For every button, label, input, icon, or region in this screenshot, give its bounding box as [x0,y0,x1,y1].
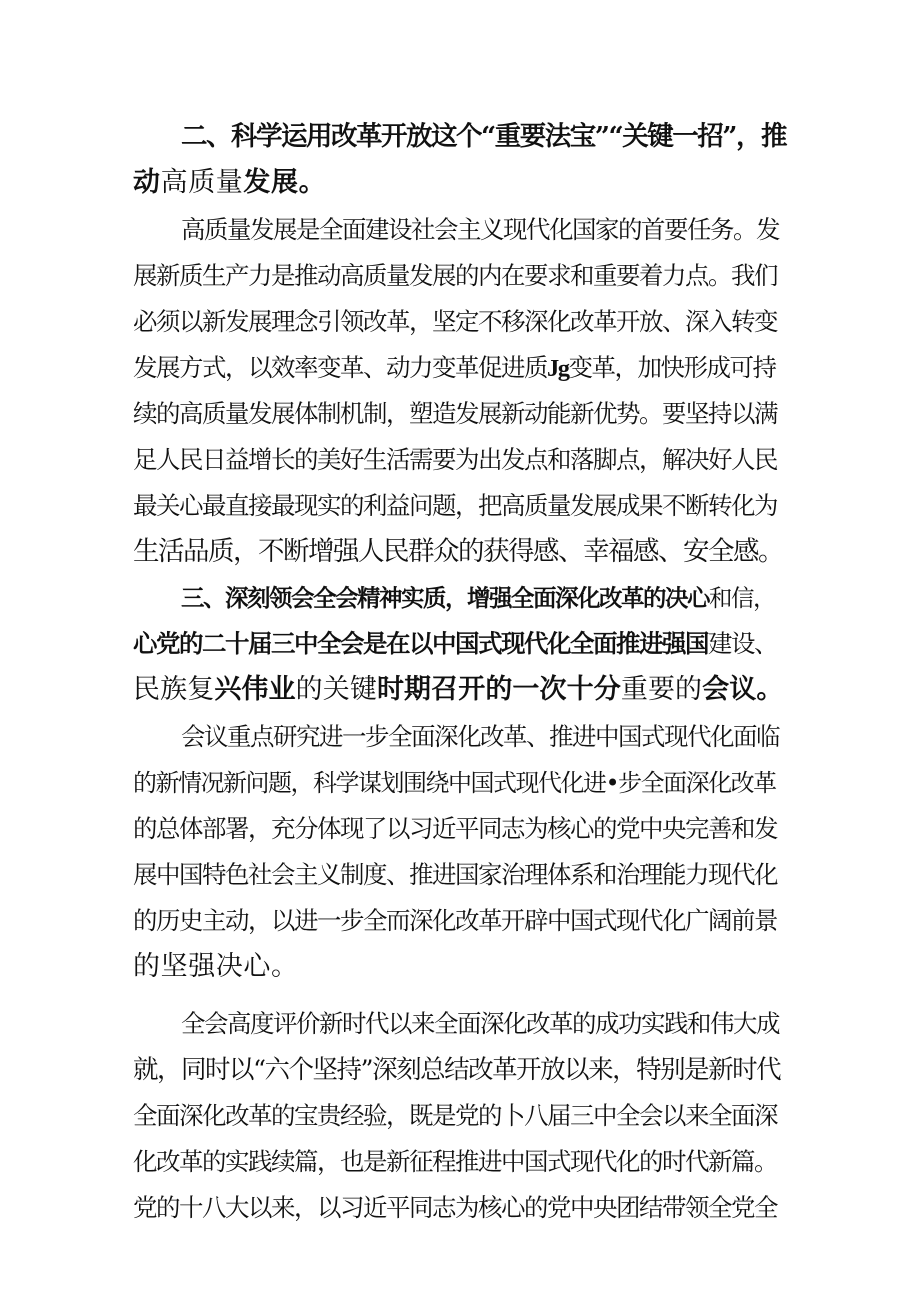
bold-text-run: 三、深刻领会全会精神实质，增强全面深化改革的决心 [181,584,709,612]
text-line [0,345,920,391]
text-line [0,1139,920,1185]
text-run: 变革，加快形成可持 [568,353,776,382]
text-line [0,1185,920,1231]
text-line [0,944,920,990]
bold-text-run: 兴伟业 [214,674,296,705]
text-line [0,483,920,529]
text-line [0,437,920,483]
text-run: 展新质生产力是推动高质量发展的内在要求和重要着力点。我们 [133,261,777,290]
text-line [0,714,920,760]
text-run: 必须以新发展理念引领改革，坚定不移深化改革开放、深入转变 [133,307,777,336]
text-line [0,667,920,713]
text-line [0,760,920,806]
text-run: 党的十八大以来，以习近平同志为核心的党中央团结带领全党全 [133,1193,777,1222]
bold-text-run: 发展。 [243,167,327,198]
text-run: 的新情况新问题，科学谋划围绕中国式现代化进•步全面深化改革 [133,769,776,797]
text-run: 生活品质，不断增强人民群众的获得感、幸福感、安全感。 [133,536,783,567]
text-line [0,253,920,299]
bold-text-run: 会议。 [702,674,784,705]
text-run: 续的高质量发展体制机制，塑造发展新动能新优势。要坚持以满 [133,399,777,428]
bold-text-run: Jg [547,355,569,382]
text-run: 全会高度评价新时代以来全面深化改革的成功实践和伟大成 [181,1009,779,1038]
text-line [0,621,920,667]
text-run: 的历史主动，以进一步全而深化改革开辟中国式现代化广阔前景 [133,906,777,935]
text-line [0,1001,920,1047]
text-line [0,529,920,575]
bold-text-run: 动 [133,167,161,198]
text-run: 发展方式，以效率变革、动力变革促进质 [133,353,547,382]
text-run: 重要的 [620,674,703,705]
text-line [0,1047,920,1093]
text-run: 的坚强决心。 [133,951,299,982]
text-run: 全面深化改革的宝贵经验，既是党的卜八届三中全会以来全面深 [133,1101,777,1130]
text-run: 足人民日益增长的美好生活需要为出发点和落脚点，解决好人民 [133,445,777,474]
text-run: 展中国特色社会主义制度、推进国家治理体系和治理能力现代化 [133,860,777,889]
text-run: 化改革的实践续篇，也是新征程推进中国式现代化的时代新篇。 [133,1147,777,1176]
text-line [0,1093,920,1139]
text-run: 高质量发展是全面建设社会主义现代化国家的首要任务。发 [181,215,779,244]
bold-text-run: 时期召开的一次十分 [376,674,621,705]
text-run: 会议重点研究进一步全面深化改革、推进中国式现代化面临 [181,722,779,751]
text-line [0,160,920,206]
text-line [0,575,920,621]
text-run: 和信， [709,584,775,612]
text-run: 的关键 [295,674,377,705]
text-line [0,898,920,944]
bold-text-run: 二、科学运用改革开放这个“重要法宝”“关键一招”，推 [181,121,786,152]
text-line [0,299,920,345]
text-run: 建设、 [708,629,777,658]
text-run: 最关心最直接最现实的利益问题，把高质量发展成果不断转化为 [133,491,777,520]
text-line [0,391,920,437]
text-line [0,852,920,898]
text-line [0,806,920,852]
text-line [0,207,920,253]
bold-text-run: 心党的二十届三中全会是在以中国式现代化全面推进强国 [133,629,708,658]
text-run: 高质量 [160,167,244,198]
text-line [0,114,920,160]
text-run: 民族复 [133,674,215,705]
text-run: 就，同时以“六个坚持”深刻总结改革开放以来，特别是新时代 [133,1055,781,1085]
text-run: 的总体部署，充分体现了以习近平同志为核心的党中央完善和发 [133,814,777,843]
